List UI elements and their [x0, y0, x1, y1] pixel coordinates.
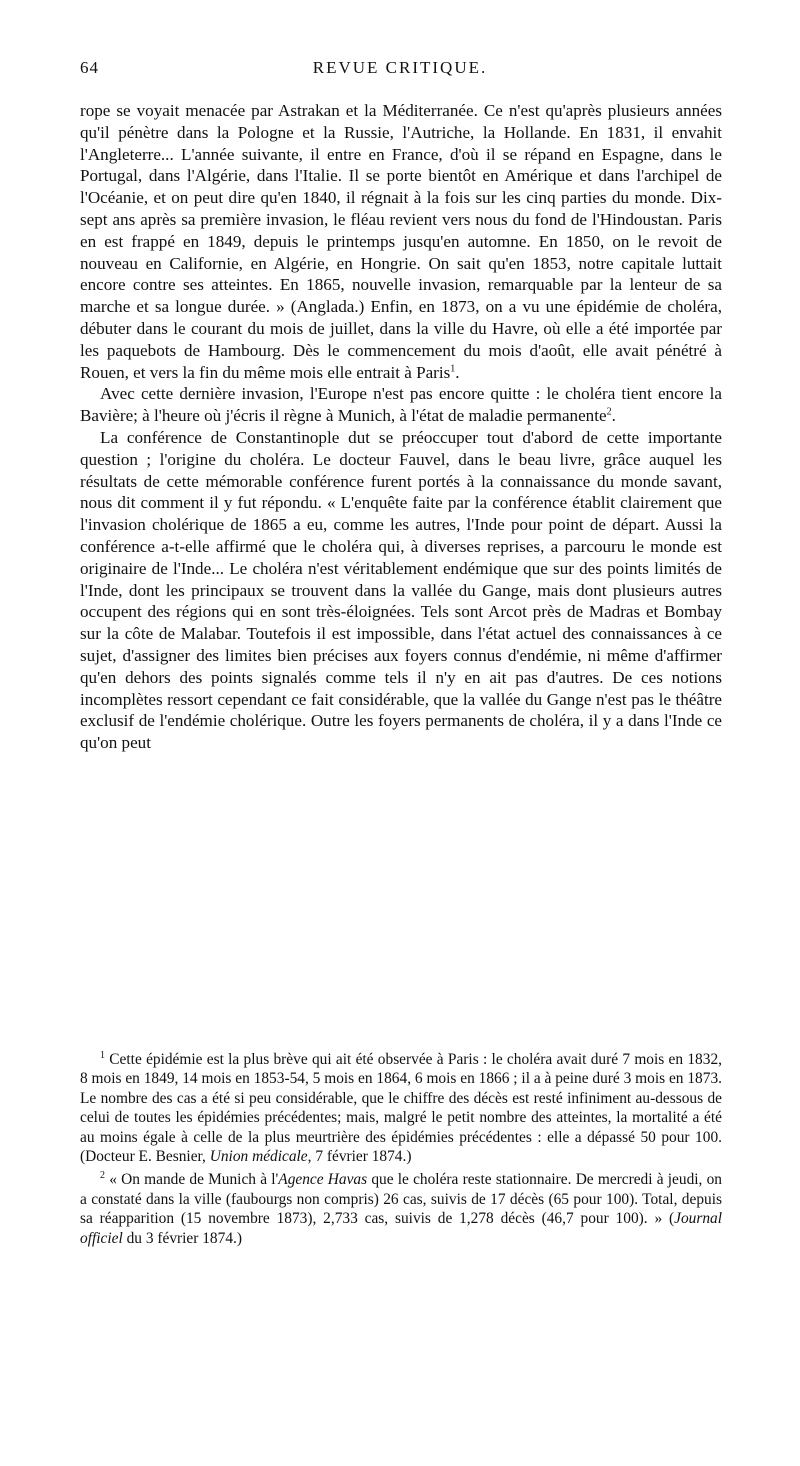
footnotes	[80, 1050, 722, 1252]
footnote-text: « On mande de Munich à l'	[109, 1171, 279, 1189]
paragraph-text: Avec cette dernière invasion, l'Europe n'est pas encore quitte : le choléra tient encore la Bavière; à l'heure où j'écris il règne à Munich, à l'état de maladie permanente	[80, 384, 722, 426]
footnote-tail: , 7 février 1874.)	[307, 1148, 412, 1166]
footnote-ref: 1	[450, 362, 456, 374]
footnote-tail: que le choléra reste stationnaire. De mercredi à jeudi, on a constaté dans la ville (faubourgs non compris) 26 cas, suivis de 17 décès (65 pour 100). Total, depuis sa réapparition (15 novembre 1873), 2,733 cas, suivis de 1,278 décès (46,7 pour 100). » (	[80, 1171, 723, 1228]
footnote-text: Cette épidémie est la plus brève qui ait été observée à Paris : le choléra avait duré 7 mois en 1832, 8 mois en 1849, 14 mois en 1853-54, 5 mois en 1864, 6 mois en 1866 ; il a à peine duré 3 mois en 1873. Le nombre des cas a été si peu considérable, que le chiffre des décès est resté infiniment au-dessous de celui de toutes les épidémies précédentes; mais, malgré le petit nombre des atteintes, la mortalité a été au moins égale à celle de la plus meurtrière des épidémies précédentes : elle a dépassé 50 pour 100. (Docteur E. Besnier,	[80, 1051, 722, 1166]
footnote	[80, 1170, 722, 1248]
paragraph	[80, 427, 722, 754]
footnote-ref: 2	[606, 406, 612, 418]
footnote-marker: 2	[100, 1170, 105, 1182]
paragraph-text: La conférence de Constantinople dut se préoccuper tout d'abord de cette importante question ; l'origine du choléra. Le docteur Fauvel, dans le beau livre, grâce auquel les résultats de cette mémorable conférence furent portés à la connaissance du monde savant, nous dit comment il y fut répondu. « L'enquête faite par la conférence établit clairement que l'invasion cholérique de 1865 a eu, comme les autres, l'Inde pour point de départ. Aussi la conférence a-t-elle affirmé que le choléra qui, à diverses reprises, a parcouru le monde est originaire de l'Inde... Le choléra n'est véritablement endémique que sur des points limités de l'Inde, dont les principaux se trouvent dans la vallée du Gange, mais dont plusieurs autres occupent des régions qui en sont très-éloignées. Tels sont Arcot près de Madras et Bombay sur la côte de Malabar. Toutefois il est impossible, dans l'état actuel des connaissances à ce sujet, d'assigner des limites bien précises aux foyers connus d'endémie, ni même d'affirmer qu'en dehors des points signalés comme tels il n'y en ait pas d'autres. De ces notions incomplètes ressort cependant ce fait considérable, que la vallée du Gange n'est pas le théâtre exclusif de l'endémie cholérique. Outre les foyers permanents de choléra, il y a dans l'Inde ce qu'on peut	[80, 427, 722, 753]
running-title: REVUE CRITIQUE.	[312, 58, 488, 77]
page-header	[80, 58, 720, 84]
footnote-italic: Agence Havas	[278, 1171, 368, 1189]
footnote	[80, 1050, 722, 1166]
footnote-marker: 1	[100, 1049, 105, 1061]
paragraph-text: rope se voyait menacée par Astrakan et la Méditerranée. Ce n'est qu'après plusieurs années qu'il pénètre dans la Pologne et la Russie, l'Autriche, la Hollande. En 1831, il envahit l'Angleterre... L'année suivante, il entre en France, d'où il se répand en Espagne, dans le Portugal, dans l'Algérie, dans l'Italie. Il se porte bientôt en Amérique et dans l'archipel de l'Océanie, et on peut dire qu'en 1840, il régnait à la fois sur les cinq parties du monde. Dix-sept ans après sa première invasion, le fléau revient vers nous du fond de l'Hindoustan. Paris en est frappé en 1849, depuis le printemps jusqu'en automne. En 1850, on le revoit de nouveau en Californie, en Algérie, en Hongrie. On sait qu'en 1853, notre capitale luttait encore contre ses atteintes. En 1865, nouvelle invasion, remarquable par la lenteur de sa marche et sa longue durée. » (Anglada.) Enfin, en 1873, on a vu une épidémie de choléra, débuter dans le courant du mois de juillet, dans la ville du Havre, où elle a été importée par les paquebots de Hambourg. Dès le commencement du mois d'août, elle avait pénétré à Rouen, et vers la fin du même mois elle entrait à Paris	[80, 101, 722, 382]
paragraph-tail: .	[455, 362, 460, 382]
main-text	[80, 100, 722, 754]
footnote-italic: Journal officiel	[80, 1210, 722, 1247]
footnote-tail: du 3 février 1874.)	[122, 1229, 242, 1247]
paragraph	[80, 383, 722, 427]
paragraph-tail: .	[611, 406, 616, 426]
footnote-italic: Union médicale	[209, 1148, 308, 1166]
paragraph	[80, 100, 722, 383]
page-number: 64	[80, 58, 99, 77]
